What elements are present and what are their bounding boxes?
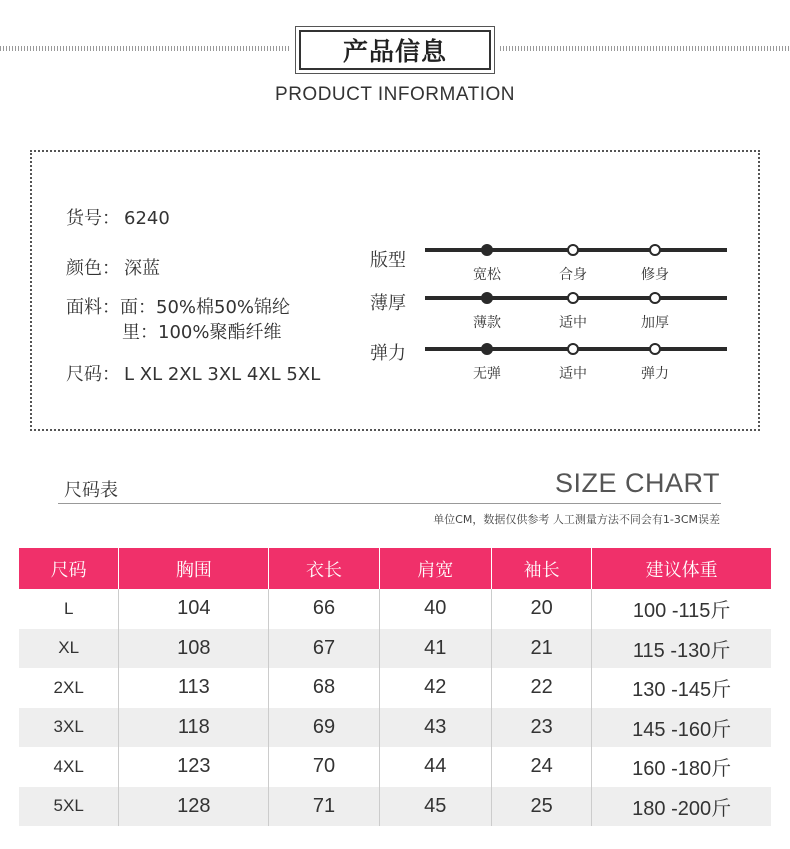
size-cell: 4XL bbox=[53, 756, 84, 776]
sizes-label: 尺码： bbox=[66, 364, 120, 385]
table-row bbox=[19, 629, 771, 669]
attribute-option-label: 适中 bbox=[559, 315, 587, 331]
attribute-name: 弹力 bbox=[370, 343, 406, 364]
table-cell: 145 -160斤 bbox=[632, 718, 732, 741]
table-cell: 130 -145斤 bbox=[632, 679, 732, 702]
table-cell: 70 bbox=[312, 755, 336, 778]
item-number-value: 6240 bbox=[124, 208, 170, 229]
table-cell: 25 bbox=[530, 794, 553, 817]
attribute-option-dot bbox=[567, 244, 579, 256]
table-row bbox=[19, 708, 771, 748]
table-cell: 43 bbox=[424, 715, 447, 738]
column-header: 袖长 bbox=[523, 559, 560, 581]
table-cell: 71 bbox=[312, 794, 336, 817]
table-cell: 128 bbox=[177, 794, 211, 817]
attribute-name: 版型 bbox=[370, 250, 406, 271]
table-cell: 22 bbox=[530, 676, 553, 699]
size-cell: 2XL bbox=[53, 677, 84, 697]
attribute-option-dot bbox=[567, 292, 579, 304]
size-cell: XL bbox=[58, 638, 80, 658]
table-cell: 180 -200斤 bbox=[632, 797, 732, 820]
attribute-option-label: 合身 bbox=[559, 267, 587, 283]
sizes-info bbox=[66, 360, 320, 386]
column-header: 尺码 bbox=[50, 559, 87, 581]
attribute-option-label: 弹力 bbox=[641, 366, 669, 382]
attribute-option-label: 修身 bbox=[641, 267, 669, 283]
attribute-option-label: 无弹 bbox=[473, 366, 501, 382]
table-cell: 123 bbox=[177, 755, 211, 778]
table-cell: 41 bbox=[424, 636, 447, 659]
color-label: 颜色： bbox=[66, 258, 120, 279]
column-header: 建议体重 bbox=[645, 559, 718, 581]
size-chart-title: 尺码表 bbox=[64, 480, 118, 501]
table-cell: 40 bbox=[424, 597, 447, 620]
attribute-option-label: 宽松 bbox=[473, 267, 501, 283]
attribute-option-dot bbox=[649, 244, 661, 256]
table-cell: 68 bbox=[312, 676, 336, 699]
fabric-info bbox=[66, 293, 290, 319]
header-decoration-left bbox=[0, 46, 290, 51]
attribute-name: 薄厚 bbox=[370, 293, 406, 314]
attribute-option-dot bbox=[649, 343, 661, 355]
size-chart-divider bbox=[58, 503, 721, 504]
table-cell: 118 bbox=[177, 715, 210, 738]
table-cell: 21 bbox=[530, 636, 553, 659]
product-info-panel bbox=[30, 150, 760, 431]
table-cell: 66 bbox=[312, 597, 336, 620]
attribute-option-dot bbox=[567, 343, 579, 355]
size-cell: 3XL bbox=[53, 717, 84, 737]
fabric-label: 面料： bbox=[66, 297, 120, 318]
table-cell: 23 bbox=[530, 715, 553, 738]
attribute-option-dot bbox=[481, 343, 493, 355]
table-cell: 113 bbox=[177, 676, 210, 699]
section-subtitle: PRODUCT INFORMATION bbox=[275, 84, 515, 105]
section-title: 产品信息 bbox=[299, 30, 491, 70]
column-header: 肩宽 bbox=[417, 559, 454, 581]
table-cell: 69 bbox=[312, 715, 336, 738]
item-number-label: 货号： bbox=[66, 208, 120, 229]
table-header-row bbox=[19, 548, 771, 589]
attribute-option-label: 薄款 bbox=[473, 315, 501, 331]
table-cell: 100 -115斤 bbox=[632, 600, 731, 623]
table-cell: 44 bbox=[424, 755, 447, 778]
size-table bbox=[19, 548, 771, 826]
table-cell: 160 -180斤 bbox=[632, 758, 732, 781]
column-header: 胸围 bbox=[175, 559, 212, 581]
header-decoration-right bbox=[500, 46, 790, 51]
fabric-outer: 面：50%棉50%锦纶 bbox=[120, 297, 291, 318]
fabric-lining: 里：100%聚酯纤维 bbox=[122, 322, 282, 343]
table-cell: 42 bbox=[424, 676, 447, 699]
size-cell: L bbox=[63, 598, 74, 618]
section-title-box bbox=[295, 26, 495, 74]
attribute-option-label: 加厚 bbox=[641, 315, 669, 331]
table-row bbox=[19, 589, 771, 629]
attribute-option-dot bbox=[481, 292, 493, 304]
item-number bbox=[66, 204, 170, 230]
table-cell: 67 bbox=[312, 636, 336, 659]
size-chart-title-en: SIZE CHART bbox=[554, 468, 720, 498]
table-cell: 20 bbox=[530, 597, 553, 620]
size-cell: 5XL bbox=[53, 796, 84, 816]
attribute-option-dot bbox=[481, 244, 493, 256]
size-chart-note: 单位CM，数据仅供参考 人工测量方法不同会有1-3CM误差 bbox=[433, 513, 720, 526]
table-row bbox=[19, 787, 771, 827]
sizes-value: L XL 2XL 3XL 4XL 5XL bbox=[124, 364, 321, 385]
attribute-option-label: 适中 bbox=[559, 366, 587, 382]
table-cell: 115 -130斤 bbox=[632, 639, 731, 662]
table-row bbox=[19, 747, 771, 787]
table-cell: 45 bbox=[424, 794, 447, 817]
table-cell: 104 bbox=[177, 597, 211, 620]
table-cell: 24 bbox=[530, 755, 553, 778]
table-row bbox=[19, 668, 771, 708]
color-value: 深蓝 bbox=[124, 258, 160, 279]
column-header: 衣长 bbox=[306, 559, 342, 581]
table-cell: 108 bbox=[177, 636, 211, 659]
color-info bbox=[66, 254, 160, 280]
attribute-option-dot bbox=[649, 292, 661, 304]
